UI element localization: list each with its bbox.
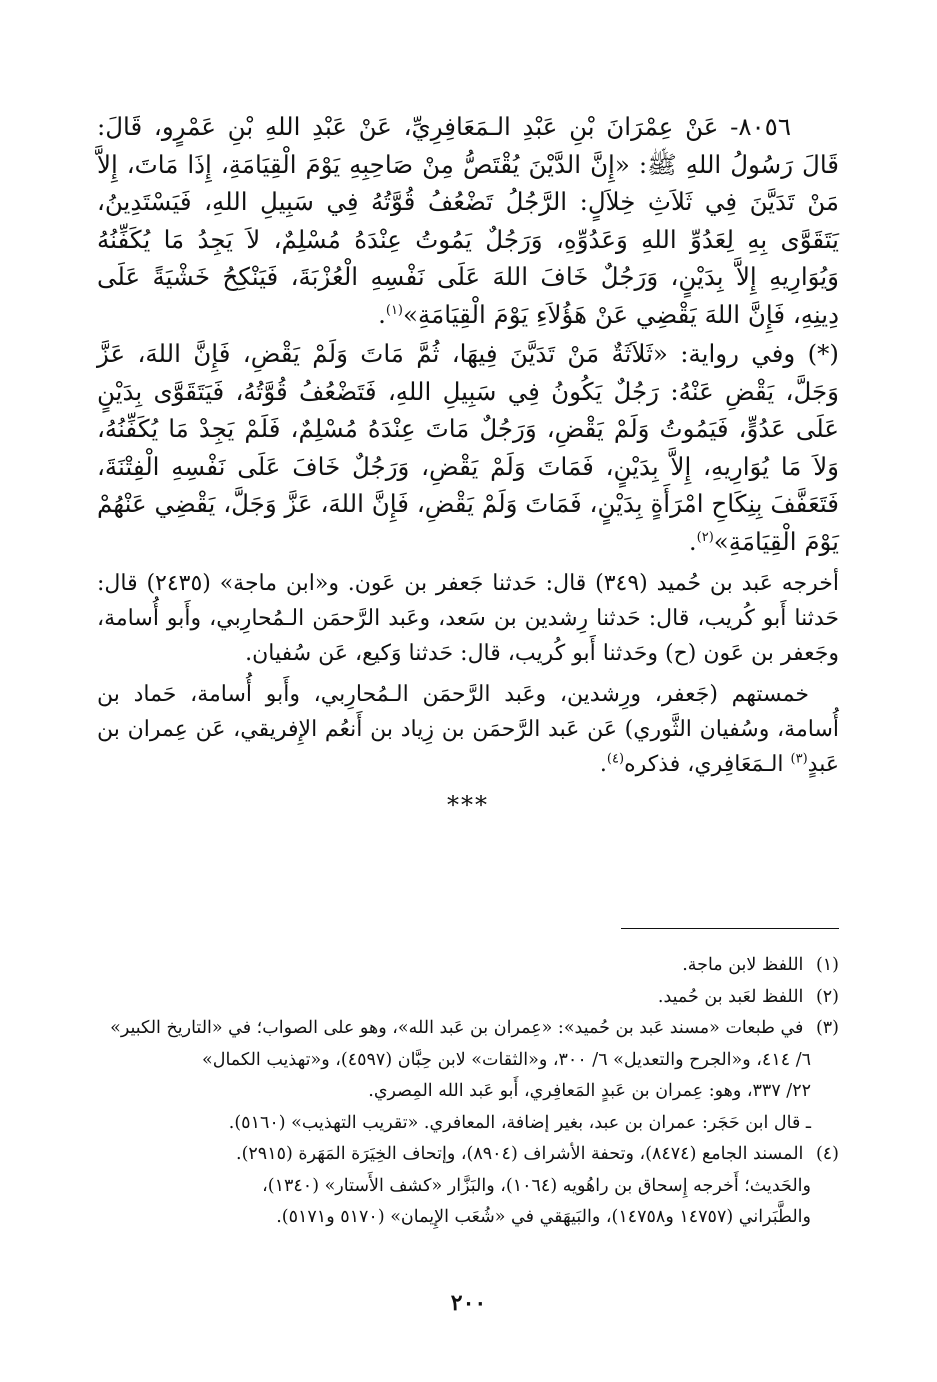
riwaya-text: (*) وفي رواية: «ثَلاَثَةٌ مَنْ تَدَيَّنَ فِيهَا، ثُمَّ مَاتَ وَلَمْ يَقْضِ، فَإِنَّ اللهَ، عَزَّ وَجَلَّ، يَقْضِ عَنْهُ: رَجُلٌ يَكُونُ فِي سَبِيلِ اللهِ، فَتَضْعُفُ قُوَّتُهُ، فَيَتَقَوَّى بِدَيْنٍ عَلَى عَدُوٍّ، فَيَمُوتُ وَلَمْ يَقْضِ، وَرَجُلٌ مَاتَ عِنْدَهُ مُسْلِمٌ، فَلَمْ يَجِدْ مَا يُكَفِّنُهُ، وَلاَ مَا يُوَارِيهِ، إِلاَّ بِدَيْنٍ، فَمَاتَ وَلَمْ يَقْضِ، وَرَجُلٌ خَافَ عَلَى نَفْسِهِ الْفِتْنَةَ، فَتَعَفَّفَ بِنِكَاحِ امْرَأَةٍ بِدَيْنٍ، فَمَاتَ وَلَمْ يَقْضِ، فَإِنَّ اللهَ، عَزَّ وَجَلَّ، يَقْضِي عَنْهُمْ يَوْمَ الْقِيَامَةِ» [97,339,839,556]
footnote-ref-3[interactable]: (٣) [790,751,808,767]
footnote-text: اللفظ لابن ماجة. [682,955,804,975]
takhrij-text-2a: خمستهم (جَعفر، ورِشدين، وعَبد الرَّحمَن الـمُحارِبي، وأَبو أُسامة، حَماد بن أُسامة، وسُفيان الثَّوري) عَن عَبد الرَّحمَن بن زِياد بن أَنعُم الإِفريقي، عَن عِمران بن عَبدٍ [97,682,839,777]
takhrij-paragraph-1 [97,566,839,671]
footnote-1 [97,950,839,982]
footnote-text: في طبعات «مسند عَبد بن حُميد»: «عِمران بن عَبد الله»، وهو على الصواب؛ في «التاريخ الكبير» [110,1018,804,1038]
main-text-block [97,108,839,820]
footnote-4 [97,1139,839,1171]
takhrij-text-2b: الـمَعَافِري، فذكره [624,752,791,777]
page-number: ٢٠٠ [450,1290,487,1316]
footnote-3-line-2: ٦/ ٤١٤، و«الجرح والتعديل» ٦/ ٣٠٠، و«الثقات» لابن حِبَّان (٤٥٩٧)، و«تهذيب الكمال» [202,1049,811,1070]
footnote-number: (٤) [815,1144,839,1164]
footnote-number: (٢) [815,986,839,1007]
footnote-2 [97,982,839,1014]
section-separator: *** [447,791,489,819]
hadith-opening: ٨٠٥٦- عَنْ عِمْرَانَ بْنِ عَبْدِ الـمَعَافِرِيِّ، عَنْ عَبْدِ اللهِ بْنِ عَمْرٍو، قَالَ: قَالَ رَسُولُ اللهِ ﷺ: [97,112,839,179]
footnote-ref-2[interactable]: (٢) [696,529,714,545]
footnote-3 [97,1013,839,1045]
takhrij-paragraph-2 [97,677,839,782]
footnote-3-line-3: ٢٢/ ٣٣٧، وهو: عِمران بن عَبدٍ المَعافِري، أَبو عَبد الله المِصري. [368,1081,811,1101]
footnote-4-line-2: والحَديث؛ أَخرجه إِسحاق بن راهُويه (١٠٦٤)، والبَزَّار «كشف الأَستار» (١٣٤٠)، [262,1175,811,1196]
footnote-ref-1[interactable]: (١) [385,302,403,318]
riwaya-paragraph: (*) وفي رواية: «ثَلاَثَةٌ مَنْ تَدَيَّنَ فِيهَا، ثُمَّ مَاتَ وَلَمْ يَقْضِ، فَإِنَّ اللهَ، عَزَّ وَجَلَّ، يَقْضِ عَنْهُ: رَجُلٌ يَكُونُ فِي سَبِيلِ اللهِ، فَتَضْعُفُ قُوَّتُهُ، فَيَتَقَوَّى بِدَيْنٍ عَلَى عَدُوٍّ، فَيَمُوتُ وَلَمْ يَقْضِ، وَرَجُلٌ مَاتَ عِنْدَهُ مُسْلِمٌ، فَلَمْ يَجِدْ مَا يُكَفِّنُهُ، وَلاَ مَا يُوَارِيهِ، إِلاَّ بِدَيْنٍ، فَمَاتَ وَلَمْ يَقْضِ، وَرَجُلٌ خَافَ عَلَى نَفْسِهِ الْفِتْنَةَ، فَتَعَفَّفَ بِنِكَاحِ امْرَأَةٍ بِدَيْنٍ، فَمَاتَ وَلَمْ يَقْضِ، فَإِنَّ اللهَ، عَزَّ وَجَلَّ، يَقْضِي عَنْهُمْ يَوْمَ الْقِيَامَةِ»$^{(٢)}$. [97,339,839,556]
takhrij-end: . [599,752,607,777]
footnote-number: (٣) [815,1018,839,1038]
takhrij-text-1: أخرجه عَبد بن حُميد (٣٤٩) قال: حَدثنا جَعفر بن عَون. و«ابن ماجة» (٢٤٣٥) قال: حَدثنا أَبو كُريب، قال: حَدثنا رِشدين بن سَعد، وعَبد الرَّحمَن الـمُحارِبي، وأَبو أُسامة، وجَعفر بن عَون (ح) وحَدثنا أَبو كُريب، قال: حَدثنا وَكيع، عَن سُفيان. [97,571,839,666]
footnote-number: (١) [815,955,839,975]
hadith-paragraph: ٨٠٥٦- عَنْ عِمْرَانَ بْنِ عَبْدِ الـمَعَافِرِيِّ، عَنْ عَبْدِ اللهِ بْنِ عَمْرٍو، قَالَ: قَالَ رَسُولُ اللهِ ﷺ: «إِنَّ الدَّيْنَ يُقْتَصُّ مِنْ صَاحِبِهِ يَوْمَ الْقِيَامَةِ، إِذَا مَاتَ، إِلاَّ مَنْ تَدَيَّنَ فِي ثَلاَثِ خِلاَلٍ: الرَّجُلُ تَضْعُفُ قُوَّتُهُ فِي سَبِيلِ اللهِ، فَيَسْتَدِينُ، يَتَقَوَّى بِهِ لِعَدُوِّ اللهِ وَعَدُوِّهِ، وَرَجُلٌ يَمُوتُ عِنْدَهُ مُسْلِمٌ، لاَ يَجِدُ مَا يُكَفِّنُهُ وَيُوَارِيهِ إِلاَّ بِدَيْنٍ، وَرَجُلٌ خَافَ اللهَ عَلَى نَفْسِهِ الْعُزْبَةَ، فَيَنْكِحُ خَشْيَةً عَلَى دِينِهِ، فَإِنَّ اللهَ يَقْضِي عَنْ هَؤُلاَءِ يَوْمَ الْقِيَامَةِ»$^{(١)}$. [97,112,839,329]
footnote-text: اللفظ لعَبد بن حُميد. [657,986,804,1007]
footnote-divider [621,928,839,929]
footnote-text: المسند الجامع (٨٤٧٤)، وتحفة الأشراف (٨٩٠٤)، وإتحاف الخِيَرَة المَهَرة (٢٩١٥). [236,1144,804,1164]
footnotes-block [97,950,839,1234]
footnote-4-line-3: والطَّبَراني (١٤٧٥٧ و١٤٧٥٨)، والبَيهَقي في «شُعَب الإِيمان» (٥١٧٠ و٥١٧١). [276,1207,811,1227]
hadith-text: «إِنَّ الدَّيْنَ يُقْتَصُّ مِنْ صَاحِبِهِ يَوْمَ الْقِيَامَةِ، إِذَا مَاتَ، إِلاَّ مَنْ تَدَيَّنَ فِي ثَلاَثِ خِلاَلٍ: الرَّجُلُ تَضْعُفُ قُوَّتُهُ فِي سَبِيلِ اللهِ، فَيَسْتَدِينُ، يَتَقَوَّى بِهِ لِعَدُوِّ اللهِ وَعَدُوِّهِ، وَرَجُلٌ يَمُوتُ عِنْدَهُ مُسْلِمٌ، لاَ يَجِدُ مَا يُكَفِّنُهُ وَيُوَارِيهِ إِلاَّ بِدَيْنٍ، وَرَجُلٌ خَافَ اللهَ عَلَى نَفْسِهِ الْعُزْبَةَ، فَيَنْكِحُ خَشْيَةً عَلَى دِينِهِ، فَإِنَّ اللهَ يَقْضِي عَنْ هَؤُلاَءِ يَوْمَ الْقِيَامَةِ» [97,149,839,329]
footnote-ref-4[interactable]: (٤) [606,751,625,767]
footnote-3-sub: ـ قال ابن حَجَر: عمران بن عبد، بغير إضافة، المعافري. «تقريب التهذيب» (٥١٦٠). [228,1112,811,1133]
